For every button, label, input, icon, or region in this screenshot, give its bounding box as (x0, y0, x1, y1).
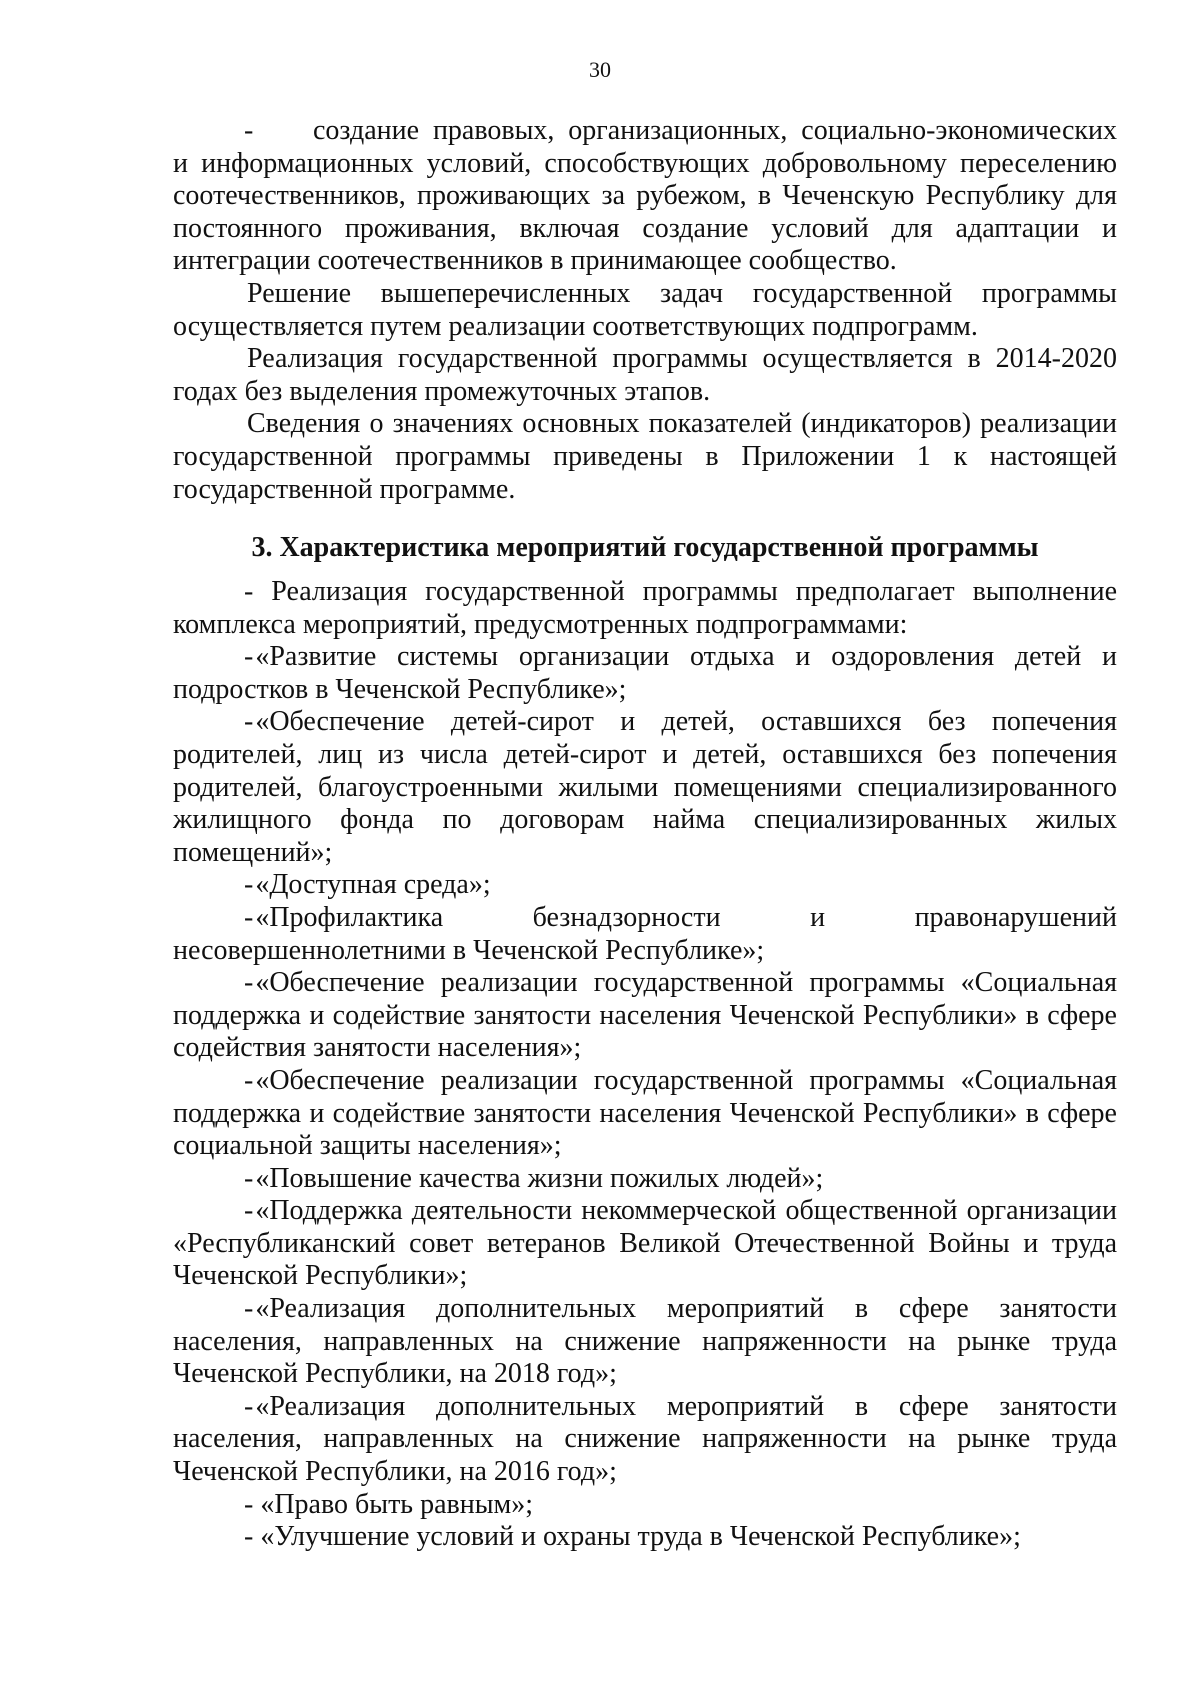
list-item (173, 1293, 1117, 1391)
list-item (173, 1163, 1117, 1196)
list-item (173, 902, 1117, 967)
item-dash: - (244, 1064, 254, 1096)
list-item (173, 869, 1117, 902)
list-item-text: «Реализация дополнительных мероприятий в сфере занятости населения, направленных на снижение напряженности на рынке труда Чеченской Республики, на 2016 год»; (173, 1390, 1117, 1488)
page-number: 30 (589, 57, 611, 82)
item-dash: - (244, 1162, 254, 1194)
item-dash: - (244, 1488, 254, 1520)
intro-paragraph-text: создание правовых, организационных, социально-экономических и информационных условий, способствующих добровольному переселению соотечественников, проживающих за рубежом, в Чеченскую Республику для постоянного проживания, включая создание условий для адаптации и интеграции соотечественников в принимающее сообщество. (173, 115, 1117, 277)
intro-paragraph-4: Сведения о значениях основных показателей (индикаторов) реализации государственной программы приведены в Приложении 1 к настоящей государственной программе. (173, 408, 1117, 505)
list-item-text: «Развитие системы организации отдыха и оздоровления детей и подростков в Чеченской Республике»; (173, 641, 1117, 705)
item-dash: - (244, 706, 254, 738)
list-item (173, 1065, 1117, 1163)
list-item-text: «Обеспечение детей-сирот и детей, оставшихся без попечения родителей, лиц из числа детей-сирот и детей, оставшихся без попечения родителей, благоустроенными жилыми помещениями специализированного жилищного фонда по договорам найма специализированных жилых помещений»; (173, 706, 1117, 868)
list-item-text: «Повышение качества жизни пожилых людей»; (255, 1162, 824, 1194)
list-item-text: «Право быть равным»; (260, 1488, 534, 1520)
list-item (173, 706, 1117, 869)
list-item (173, 1391, 1117, 1489)
item-dash: - (244, 901, 254, 933)
list-item (173, 1521, 1117, 1554)
item-dash: - (244, 1521, 254, 1553)
list-item-text: «Реализация дополнительных мероприятий в сфере занятости населения, направленных на снижение напряженности на рынке труда Чеченской Республики, на 2018 год»; (173, 1293, 1117, 1390)
list-item (173, 1195, 1117, 1293)
list-item-text: «Обеспечение реализации государственной программы «Социальная поддержка и содействие занятости населения Чеченской Республики» в сфере содействия занятости населения»; (173, 967, 1117, 1064)
list-item (173, 1489, 1117, 1522)
intro-paragraph-2: Решение вышеперечисленных задач государственной программы осуществляется путем реализации соответствующих подпрограмм. (173, 277, 1117, 342)
intro-paragraph-1 (173, 115, 1117, 278)
item-dash: - (244, 1195, 254, 1227)
item-dash: - (244, 869, 254, 901)
list-item (173, 967, 1117, 1065)
section-lead: - Реализация государственной программы предполагает выполнение комплекса мероприятий, предусмотренных подпрограммами: (173, 576, 1117, 640)
intro-paragraph-3: Реализация государственной программы осуществляется в 2014-2020 годах без выделения промежуточных этапов. (173, 343, 1117, 407)
bullet-dash: - (244, 115, 254, 146)
section-heading: 3. Характеристика мероприятий государственной программы (251, 532, 1039, 563)
list-item-text: «Доступная среда»; (255, 869, 491, 901)
list-item-text: «Профилактика безнадзорности и правонарушений несовершеннолетними в Чеченской Республике»; (173, 901, 1117, 966)
section-3 (173, 532, 1117, 1554)
item-dash: - (244, 1390, 254, 1422)
list-item-text: «Улучшение условий и охраны труда в Чеченской Республике»; (260, 1521, 1021, 1553)
item-dash: - (244, 1293, 254, 1325)
item-dash: - (244, 967, 254, 999)
list-item (173, 641, 1117, 706)
intro-text (173, 115, 1117, 506)
list-item-text: «Обеспечение реализации государственной программы «Социальная поддержка и содействие занятости населения Чеченской Республики» в сфере социальной защиты населения»; (173, 1064, 1117, 1162)
item-dash: - (244, 641, 254, 673)
list-item-text: «Поддержка деятельности некоммерческой общественной организации «Республиканский совет ветеранов Великой Отечественной Войны и труда Чеченской Республики»; (173, 1195, 1117, 1292)
